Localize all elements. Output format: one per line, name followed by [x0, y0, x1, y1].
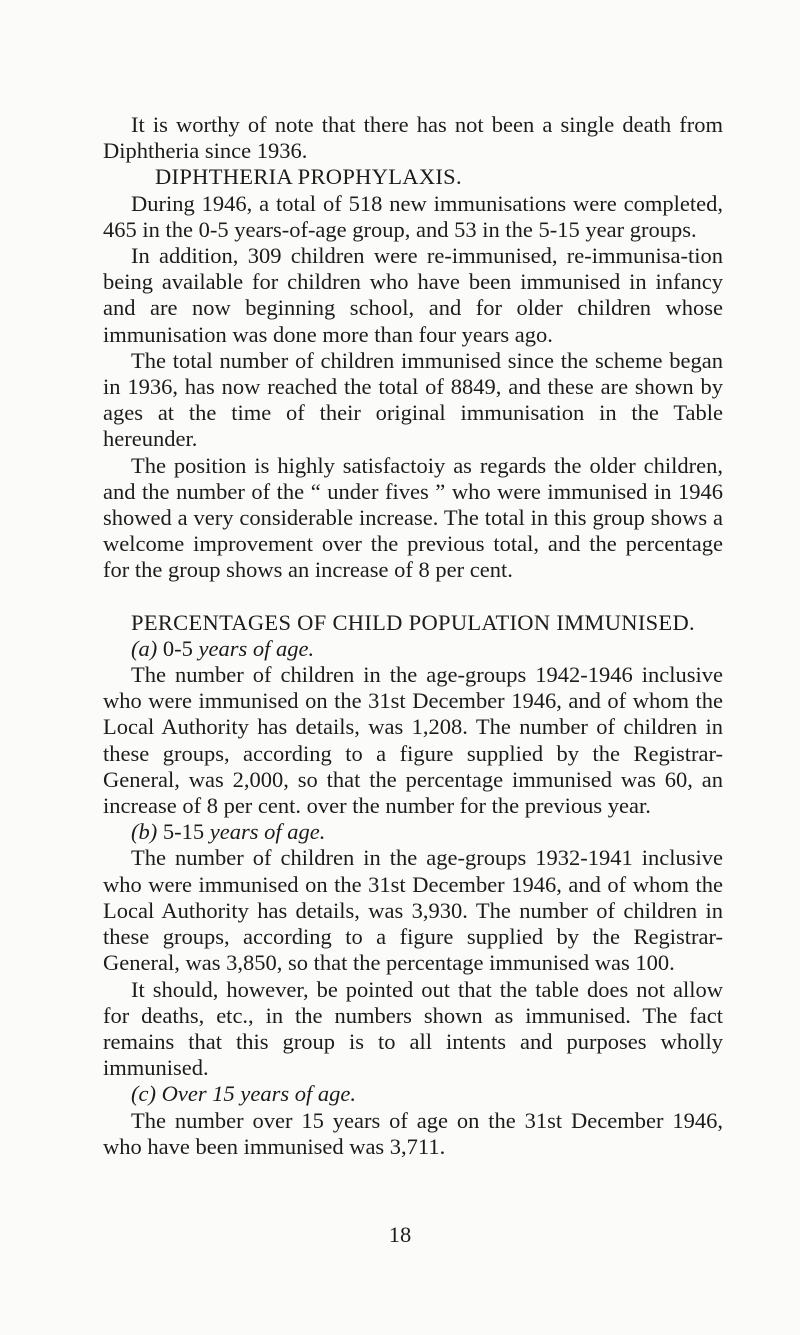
heading-percentages: PERCENTAGES OF CHILD POPULATION IMMUNISED.: [131, 609, 695, 635]
subheading-c: [103, 1081, 723, 1107]
intro-paragraph: It is worthy of note that there has not been a single death from Diphtheria since 1936.: [103, 112, 723, 164]
subheading-b-text: years of age.: [209, 819, 326, 845]
heading-diphtheria-prophylaxis: DIPHTHERIA PROPHYLAXIS.: [155, 164, 462, 190]
paragraph-over-fifteen: The number over 15 years of age on the 31st December 1946, who have been immunised was 3,711.: [103, 1107, 723, 1159]
paragraph-total-since-1936: The total number of children immunised since the scheme began in 1936, has now reached the total of 8849, and these are shown by ages at the time of their original immunisation in the Table hereunder.: [103, 347, 723, 452]
paragraph-five-to-fifteen: The number of children in the age-groups 1932-1941 inclusive who were immunised on the 31st December 1946, and of whom the Local Authority has details, was 3,930. The number of children in these groups, according to a figure supplied by the Registrar-General, was 3,850, so that the percentage immunised was 100.: [103, 845, 723, 976]
paragraph-under-five: The number of children in the age-groups 1942-1946 inclusive who were immunised on the 31st December 1946, and of whom the Local Authority has details, was 1,208. The number of children in these groups, according to a figure supplied by the Registrar-General, was 2,000, so that the percentage immunised was 60, an increase of 8 per cent. over the number for the previous year.: [103, 662, 723, 819]
subheading-b: [103, 819, 723, 845]
page-number: 18: [388, 1222, 412, 1247]
subheading-c-text: years of age.: [240, 1081, 356, 1107]
subheading-a-range: 0-5: [162, 635, 193, 661]
subheading-a-label: (a): [131, 635, 158, 661]
paragraph-1946-immunisations: During 1946, a total of 518 new immunisations were completed, 465 in the 0-5 years-of-age group, and 53 in the 5-15 year groups.: [103, 190, 723, 242]
subheading-a-text: years of age.: [198, 635, 315, 661]
subheading-c-label: (c): [131, 1081, 156, 1107]
body-text: [103, 112, 723, 1160]
paragraph-deaths-caveat: It should, however, be pointed out that the table does not allow for deaths, etc., in the numbers shown as immunised. The fact remains that this group is to all intents and purposes wholly immunised.: [103, 976, 723, 1081]
paragraph-position-satisfactory: The position is highly satisfactoiy as regards the older children, and the number of the “ under fives ” who were immunised in 1946 showed a very considerable increase. The total in this group shows a welcome improvement over the previous total, and the percentage for the group shows an increase of 8 per cent.: [103, 452, 723, 583]
subheading-b-label: (b): [131, 819, 158, 845]
subheading-a: [103, 636, 723, 662]
paragraph-re-immunised: In addition, 309 children were re-immunised, re-immunisa-tion being available for children who have been immunised in infancy and are now beginning school, and for older children whose immunisation was done more than four years ago.: [103, 243, 723, 347]
subheading-b-range: 5-15: [162, 819, 205, 845]
subheading-c-range: Over 15: [161, 1081, 235, 1107]
